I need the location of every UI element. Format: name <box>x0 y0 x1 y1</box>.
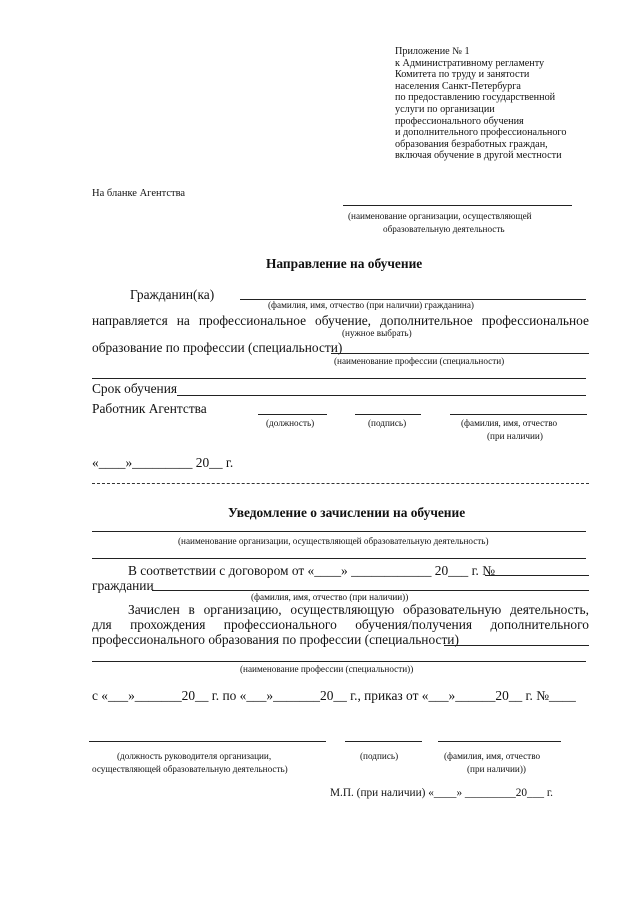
profession-label: образование по профессии (специальности) <box>92 340 343 355</box>
position-caption: (должность) <box>266 418 315 428</box>
word: осуществляющую <box>290 602 395 617</box>
name-caption: (фамилия, имя, отчество <box>461 418 558 428</box>
contract-number-line <box>485 575 589 576</box>
head-name-caption: (при наличии)) <box>467 764 526 774</box>
header-line: включая обучение в другой местности <box>395 150 562 162</box>
for-line <box>92 617 589 633</box>
citizen-caption: (фамилия, имя, отчество (при наличии) гражданина) <box>268 300 474 310</box>
head-signature-caption: (подпись) <box>360 751 399 761</box>
profession-caption: (наименование профессии (специальности) <box>334 356 505 366</box>
notice-profession-label: профессионального образования по профессии (специальности) <box>92 632 459 647</box>
head-caption: (должность руководителя организации, <box>117 751 272 761</box>
head-name-caption: (фамилия, имя, отчество <box>444 751 541 761</box>
sent-for-training-line <box>92 313 589 329</box>
word: профессиональное <box>198 313 307 328</box>
term-label: Срок обучения <box>92 381 178 396</box>
citizens-label: граждании <box>92 578 154 593</box>
word: дополнительное <box>379 313 473 328</box>
notice-citizen-caption: (фамилия, имя, отчество (при наличии)) <box>251 592 409 602</box>
notice-title: Уведомление о зачислении на обучение <box>228 505 466 520</box>
contract-line: В соответствии с договором от «____» ____________ 20___ г. № <box>128 563 496 578</box>
signature-caption: (подпись) <box>368 418 407 428</box>
head-name-line <box>438 741 561 742</box>
citizen-label: Гражданин(ка) <box>130 287 215 302</box>
worker-label: Работник Агентства <box>92 401 207 416</box>
direction-date: «____»_________ 20__ г. <box>92 455 234 470</box>
header-line: и дополнительного профессионального <box>395 127 567 139</box>
blank-line <box>92 378 586 379</box>
header-line: по предоставлению государственной <box>395 92 556 104</box>
head-position-line <box>89 741 326 742</box>
enrolled-line <box>128 602 589 618</box>
org-caption: образовательную деятельность <box>383 224 505 234</box>
name-line <box>450 414 587 415</box>
word: обучения/получения <box>355 617 473 632</box>
seal-date-line: М.П. (при наличии) «____» _________20___ г. <box>330 787 554 799</box>
word: профессионального <box>223 617 337 632</box>
notice-profession-caption: (наименование профессии (специальности)) <box>240 664 414 674</box>
word: на <box>176 313 190 328</box>
period-line: с «___»_______20__ г. по «___»_______20__ г., приказ от «___»______20__ г. №____ <box>92 688 576 703</box>
header-line: профессионального обучения <box>395 115 524 127</box>
direction-title: Направление на обучение <box>266 256 423 271</box>
org-caption: (наименование организации, осуществляющей <box>348 211 532 221</box>
word: деятельность, <box>509 602 589 617</box>
word: Зачислен <box>128 602 180 617</box>
header-line: услуги по организации <box>395 103 495 115</box>
org-name-line <box>343 205 572 206</box>
citizens-name-line <box>152 590 589 591</box>
word: дополнительного <box>490 617 589 632</box>
head-signature-line <box>345 741 422 742</box>
word: образовательную <box>403 602 502 617</box>
header-line: Приложение № 1 <box>395 46 470 57</box>
word: направляется <box>92 313 168 328</box>
word: профессиональное <box>481 313 589 328</box>
word: организацию, <box>203 602 282 617</box>
notice-profession-line <box>444 645 589 646</box>
notice-org-line <box>92 558 586 559</box>
profession-line <box>331 353 589 354</box>
word: прохождения <box>130 617 206 632</box>
notice-org-line <box>92 531 586 532</box>
header-line: населения Санкт-Петербурга <box>395 80 521 92</box>
position-line <box>258 414 327 415</box>
word: в <box>188 602 195 617</box>
name-caption: (при наличии) <box>487 431 543 441</box>
word: обучение, <box>315 313 372 328</box>
notice-profession-line-2 <box>92 661 586 662</box>
appendix-header <box>395 46 566 162</box>
header-line: к Административному регламенту <box>395 57 545 69</box>
signature-line <box>355 414 421 415</box>
term-line <box>177 395 586 396</box>
word: для <box>92 617 112 632</box>
head-caption: осуществляющей образовательную деятельность) <box>92 764 288 774</box>
header-line: Комитета по труду и занятости <box>395 69 530 81</box>
letterhead-note: На бланке Агентства <box>92 188 186 199</box>
header-line: образования безработных граждан, <box>395 138 548 150</box>
notice-org-caption: (наименование организации, осуществляющей образовательную деятельность) <box>178 536 489 546</box>
cut-line <box>92 483 589 484</box>
choose-caption: (нужное выбрать) <box>342 328 412 338</box>
